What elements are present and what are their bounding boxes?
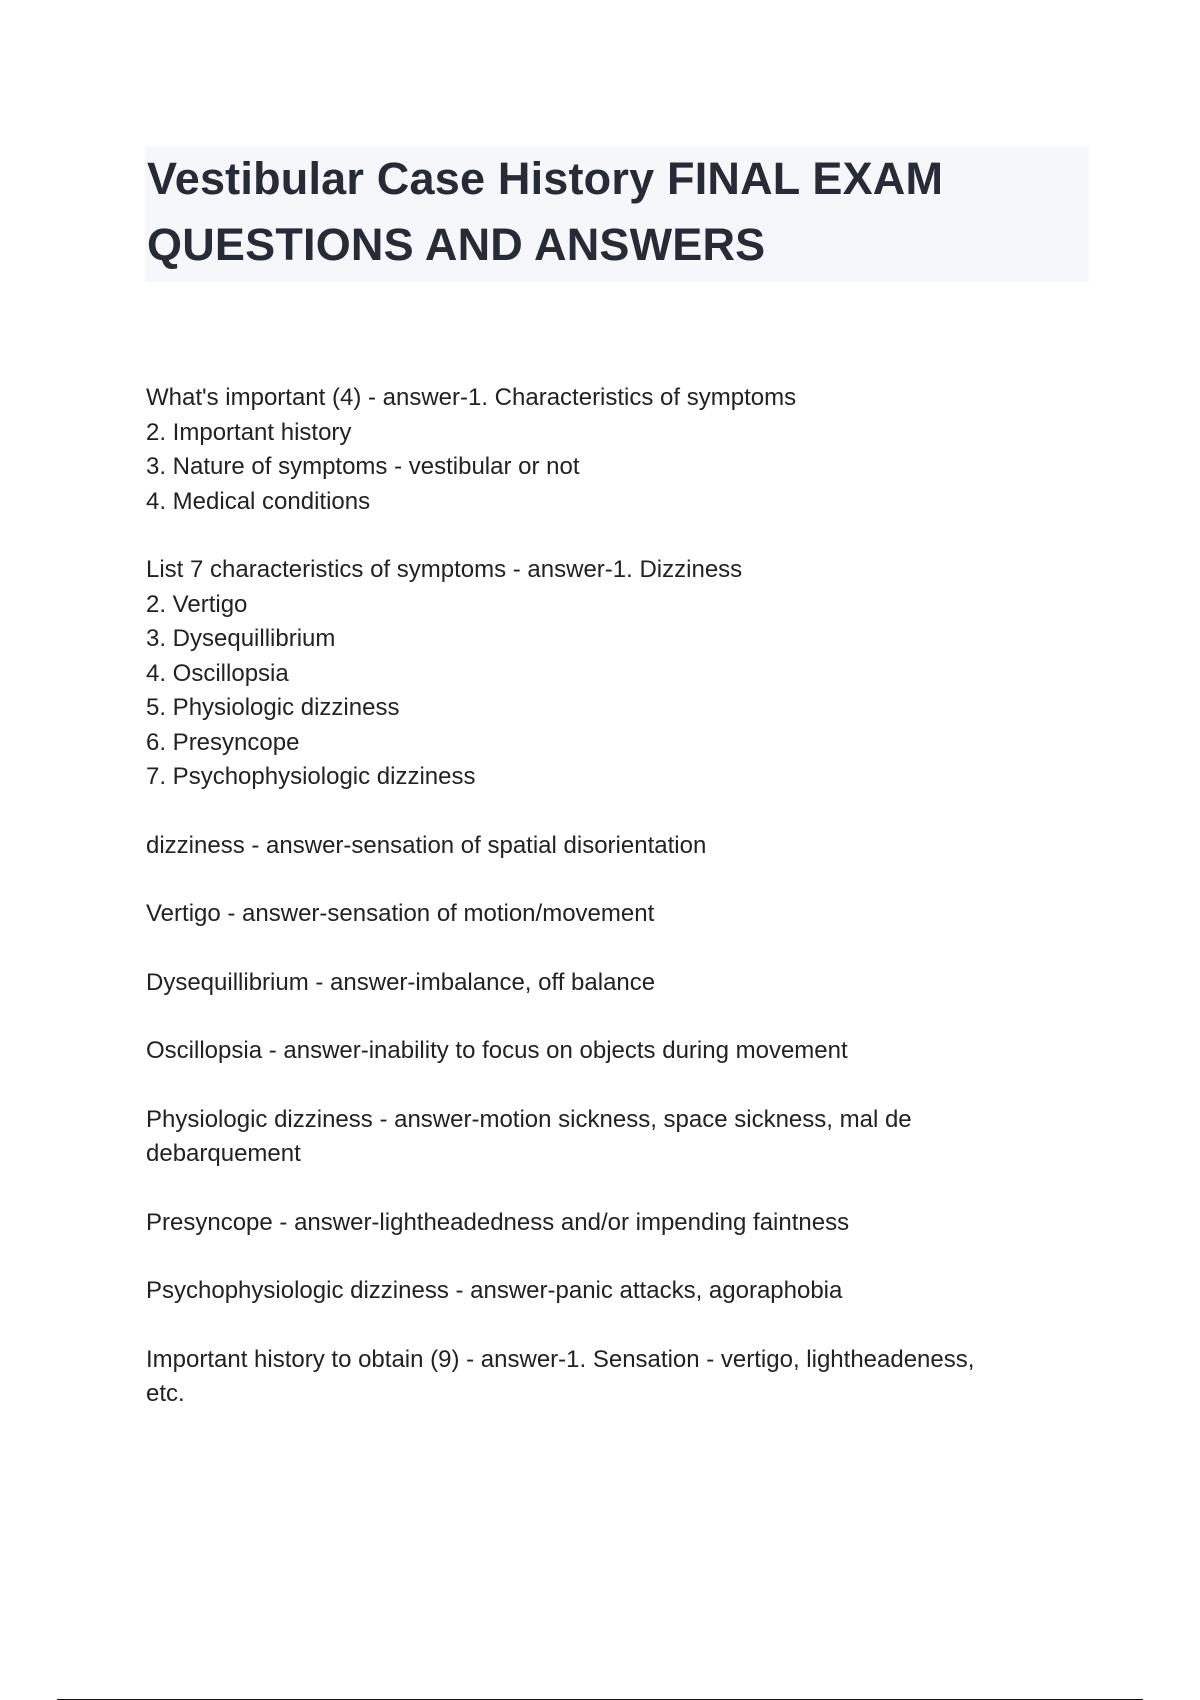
qa-answer-line: 3. Dysequillibrium (146, 625, 336, 652)
document-title-line-1: Vestibular Case History FINAL EXAM (147, 153, 944, 204)
qa-question-line: Psychophysiologic dizziness - answer-panic attacks, agoraphobia (146, 1277, 843, 1304)
qa-answer-line: 3. Nature of symptoms - vestibular or not (146, 453, 580, 480)
qa-question-line: List 7 characteristics of symptoms - answer-1. Dizziness (146, 556, 743, 583)
qa-item (146, 1343, 1096, 1412)
qa-answer-line: 6. Presyncope (146, 728, 300, 756)
document-title-line-2: QUESTIONS AND ANSWERS (147, 219, 766, 270)
qa-content (146, 381, 1096, 1446)
qa-item (146, 1034, 1096, 1069)
qa-item (146, 966, 1096, 1001)
qa-question-line: Vertigo - answer-sensation of motion/movement (146, 900, 655, 927)
qa-answer-line: 7. Psychophysiologic dizziness (146, 763, 476, 790)
qa-item (146, 829, 1096, 864)
qa-question-line: Oscillopsia - answer-inability to focus on objects during movement (146, 1037, 848, 1064)
qa-item (146, 897, 1096, 932)
qa-answer-line: 2. Important history (146, 418, 352, 446)
qa-question-line: Presyncope - answer-lightheadedness and/or impending faintness (146, 1208, 850, 1236)
qa-answer-line: 5. Physiologic dizziness (146, 694, 400, 721)
qa-question-line: Important history to obtain (9) - answer-1. Sensation - vertigo, lightheadeness, (146, 1345, 975, 1373)
qa-item (146, 1103, 1096, 1172)
qa-answer-line: etc. (146, 1380, 185, 1407)
qa-item (146, 1274, 1096, 1309)
qa-question-line: dizziness - answer-sensation of spatial disorientation (146, 831, 707, 859)
qa-item (146, 381, 1096, 519)
qa-question-line: Dysequillibrium - answer-imbalance, off balance (146, 968, 656, 996)
qa-item (146, 553, 1096, 795)
qa-question-line: What's important (4) - answer-1. Characteristics of symptoms (146, 384, 797, 411)
title-banner (145, 146, 1089, 282)
qa-answer-line: 2. Vertigo (146, 590, 248, 618)
qa-answer-line: debarquement (146, 1140, 301, 1167)
qa-item (146, 1206, 1096, 1241)
qa-answer-line: 4. Oscillopsia (146, 659, 289, 687)
document-title (147, 146, 1087, 278)
qa-question-line: Physiologic dizziness - answer-motion sickness, space sickness, mal de (146, 1105, 912, 1133)
qa-answer-line: 4. Medical conditions (146, 487, 371, 515)
